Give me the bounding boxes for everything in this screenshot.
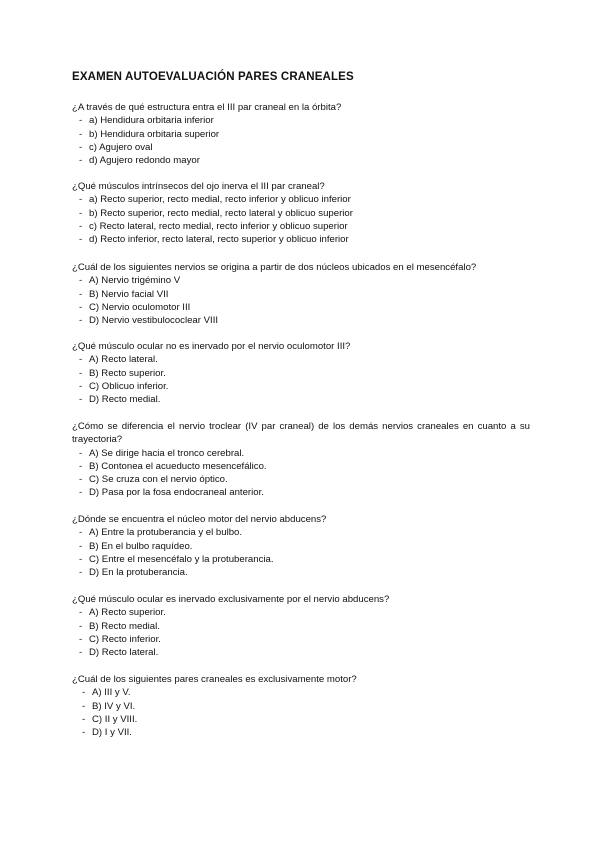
option-b: - B) Recto medial.	[79, 620, 160, 632]
option-a: - A) Se dirige hacia el tronco cerebral.	[79, 447, 245, 459]
question-text: ¿A través de qué estructura entra el III par craneal en la órbita?	[72, 102, 342, 113]
question-5	[72, 420, 530, 500]
option-a: - a) Hendidura orbitaria inferior	[79, 115, 214, 127]
option-b: - B) Contonea el acueducto mesencefálico.	[79, 460, 267, 472]
option-d: - d) Recto inferior, recto lateral, recto superior y oblicuo inferior	[79, 234, 349, 246]
question-text: ¿Dónde se encuentra el núcleo motor del nervio abducens?	[72, 514, 327, 525]
option-a: - A) Nervio trigémino V	[79, 275, 181, 287]
options-list	[72, 193, 530, 246]
option-b: - B) Nervio facial VII	[79, 288, 169, 300]
question-4	[72, 340, 530, 406]
question-8	[72, 673, 530, 739]
option-a: - A) III y V.	[82, 687, 131, 699]
option-a: - A) Entre la protuberancia y el bulbo.	[79, 527, 243, 539]
question-1	[72, 101, 530, 167]
option-d: - D) En la protuberancia.	[79, 567, 188, 579]
question-text: ¿Qué músculo ocular no es inervado por el nervio oculomotor III?	[72, 341, 351, 352]
option-b: - B) En el bulbo raquídeo.	[79, 540, 193, 552]
option-d: - D) Recto medial.	[79, 394, 161, 406]
options-list	[72, 447, 530, 500]
question-7	[72, 593, 530, 659]
option-b: - b) Hendidura orbitaria superior	[79, 128, 220, 140]
option-d: - d) Agujero redondo mayor	[79, 155, 200, 167]
exam-title: EXAMEN AUTOEVALUACIÓN PARES CRANEALES	[72, 71, 354, 83]
option-c: - C) II y VIII.	[82, 713, 138, 725]
question-text: ¿Cuál de los siguientes pares craneales es exclusivamente motor?	[72, 674, 357, 685]
options-list	[72, 686, 530, 739]
option-a: - a) Recto superior, recto medial, recto inferior y oblicuo inferior	[79, 194, 351, 206]
option-a: - A) Recto lateral.	[79, 354, 158, 366]
option-d: - D) I y VII.	[82, 727, 132, 739]
option-d: - D) Pasa por la fosa endocraneal anterior.	[79, 487, 264, 499]
option-d: - D) Nervio vestibulococlear VIII	[79, 315, 219, 327]
question-text: ¿Cuál de los siguientes nervios se origina a partir de dos núcleos ubicados en el mesencéfalo?	[72, 262, 477, 273]
option-c: - C) Recto inferior.	[79, 633, 161, 645]
option-a: - A) Recto superior.	[79, 607, 166, 619]
option-b: - B) Recto superior.	[79, 367, 166, 379]
question-text: ¿Qué músculo ocular es inervado exclusivamente por el nervio abducens?	[72, 594, 390, 605]
question-3	[72, 261, 530, 327]
question-text: ¿Qué músculos intrínsecos del ojo inerva el III par craneal?	[72, 181, 325, 192]
option-c: - C) Oblicuo inferior.	[79, 380, 169, 392]
option-c: - c) Agujero oval	[79, 141, 153, 153]
option-c: - C) Se cruza con el nervio óptico.	[79, 474, 228, 486]
option-b: - B) IV y VI.	[82, 700, 136, 712]
option-c: - C) Nervio oculomotor III	[79, 301, 191, 313]
options-list	[72, 606, 530, 659]
question-6	[72, 513, 530, 579]
option-b: - b) Recto superior, recto medial, recto lateral y oblicuo superior	[79, 207, 353, 219]
option-c: - C) Entre el mesencéfalo y la protuberancia.	[79, 553, 274, 565]
options-list	[72, 114, 530, 167]
options-list	[72, 274, 530, 327]
option-d: - D) Recto lateral.	[79, 647, 159, 659]
options-list	[72, 353, 530, 406]
question-2	[72, 180, 530, 246]
options-list	[72, 526, 530, 579]
question-text: ¿Cómo se diferencia el nervio troclear (IV par craneal) de los demás nervios craneales en cuanto a su trayectoria?	[72, 421, 530, 446]
option-c: - c) Recto lateral, recto medial, recto inferior y oblicuo superior	[79, 220, 348, 232]
